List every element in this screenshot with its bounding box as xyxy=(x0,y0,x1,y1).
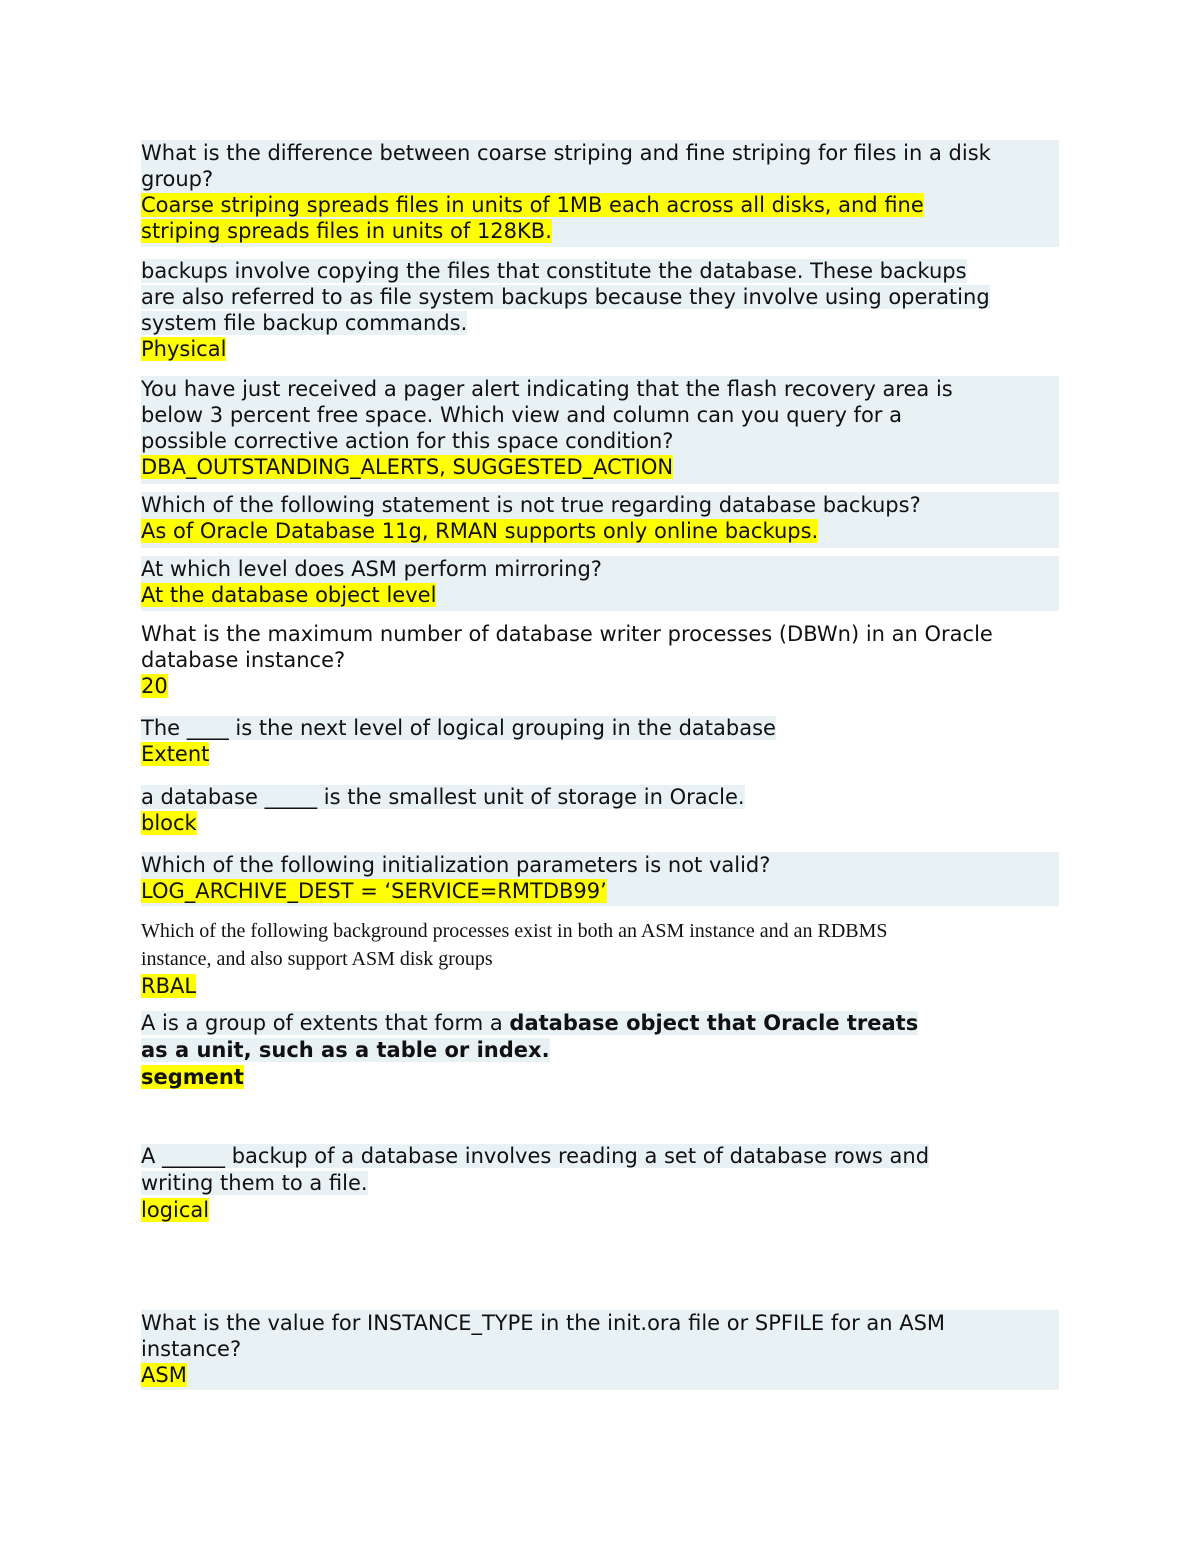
question-text: At which level does ASM perform mirroring? xyxy=(141,557,602,581)
qa-item-12 xyxy=(141,1143,1059,1224)
qa-item-7 xyxy=(141,715,1059,767)
question-text: A is a group of extents that form a xyxy=(141,1011,510,1035)
question-text: instance? xyxy=(141,1337,242,1361)
question-text: You have just received a pager alert indicating that the flash recovery area is xyxy=(141,377,953,401)
question-text: Which of the following statement is not true regarding database backups? xyxy=(141,493,921,517)
question-text: possible corrective action for this space condition? xyxy=(141,429,674,453)
answer-highlight: At the database object level xyxy=(141,583,437,607)
answer-highlight: ASM xyxy=(141,1363,187,1387)
question-text: database instance? xyxy=(141,648,346,672)
question-text: What is the value for INSTANCE_TYPE in the init.ora file or SPFILE for an ASM xyxy=(141,1311,946,1335)
answer-highlight: segment xyxy=(141,1065,244,1089)
qa-item-2 xyxy=(141,258,1059,362)
answer-highlight: LOG_ARCHIVE_DEST = ‘SERVICE=RMTDB99’ xyxy=(141,879,607,903)
answer-highlight: Extent xyxy=(141,742,210,766)
qa-item-13 xyxy=(141,1310,1059,1390)
answer-highlight: Coarse striping spreads files in units of 1MB each across all disks, and fine xyxy=(141,193,924,217)
question-text: are also referred to as file system backups because they involve using operating xyxy=(141,285,990,309)
qa-item-9 xyxy=(141,852,1059,906)
answer-highlight: Physical xyxy=(141,337,227,361)
question-text: A ______ backup of a database involves reading a set of database rows and xyxy=(141,1144,930,1168)
qa-item-4 xyxy=(141,492,1059,548)
qa-item-11 xyxy=(141,1010,1059,1091)
question-text: backups involve copying the files that constitute the database. These backups xyxy=(141,259,967,283)
qa-item-8 xyxy=(141,784,1059,836)
answer-highlight: striping spreads files in units of 128KB. xyxy=(141,219,552,243)
question-text: writing them to a file. xyxy=(141,1171,368,1195)
answer-highlight: RBAL xyxy=(141,974,197,998)
qa-item-6 xyxy=(141,621,1059,699)
qa-item-5 xyxy=(141,556,1059,611)
question-text: What is the maximum number of database writer processes (DBWn) in an Oracle xyxy=(141,622,993,646)
answer-highlight: block xyxy=(141,811,197,835)
answer-highlight: 20 xyxy=(141,674,168,698)
qa-item-3 xyxy=(141,376,1059,484)
question-text: system file backup commands. xyxy=(141,311,468,335)
qa-item-10 xyxy=(141,917,1059,999)
question-text: group? xyxy=(141,167,214,191)
qa-item-1 xyxy=(141,140,1059,247)
question-text: Which of the following background processes exist in both an ASM instance and an RDBMS xyxy=(141,920,888,942)
question-text-bold: as a unit, such as a table or index. xyxy=(141,1038,550,1062)
question-text: instance, and also support ASM disk groups xyxy=(141,948,493,970)
question-text-bold: database object that Oracle treats xyxy=(509,1011,919,1035)
question-text: Which of the following initialization parameters is not valid? xyxy=(141,853,771,877)
question-text: a database _____ is the smallest unit of storage in Oracle. xyxy=(141,785,745,809)
question-text: The ____ is the next level of logical grouping in the database xyxy=(141,716,776,740)
answer-highlight: logical xyxy=(141,1198,210,1222)
question-text: below 3 percent free space. Which view and column can you query for a xyxy=(141,403,902,427)
answer-highlight: As of Oracle Database 11g, RMAN supports only online backups. xyxy=(141,519,819,543)
question-text: What is the difference between coarse striping and fine striping for files in a disk xyxy=(141,141,991,165)
answer-highlight: DBA_OUTSTANDING_ALERTS, SUGGESTED_ACTION xyxy=(141,455,674,479)
